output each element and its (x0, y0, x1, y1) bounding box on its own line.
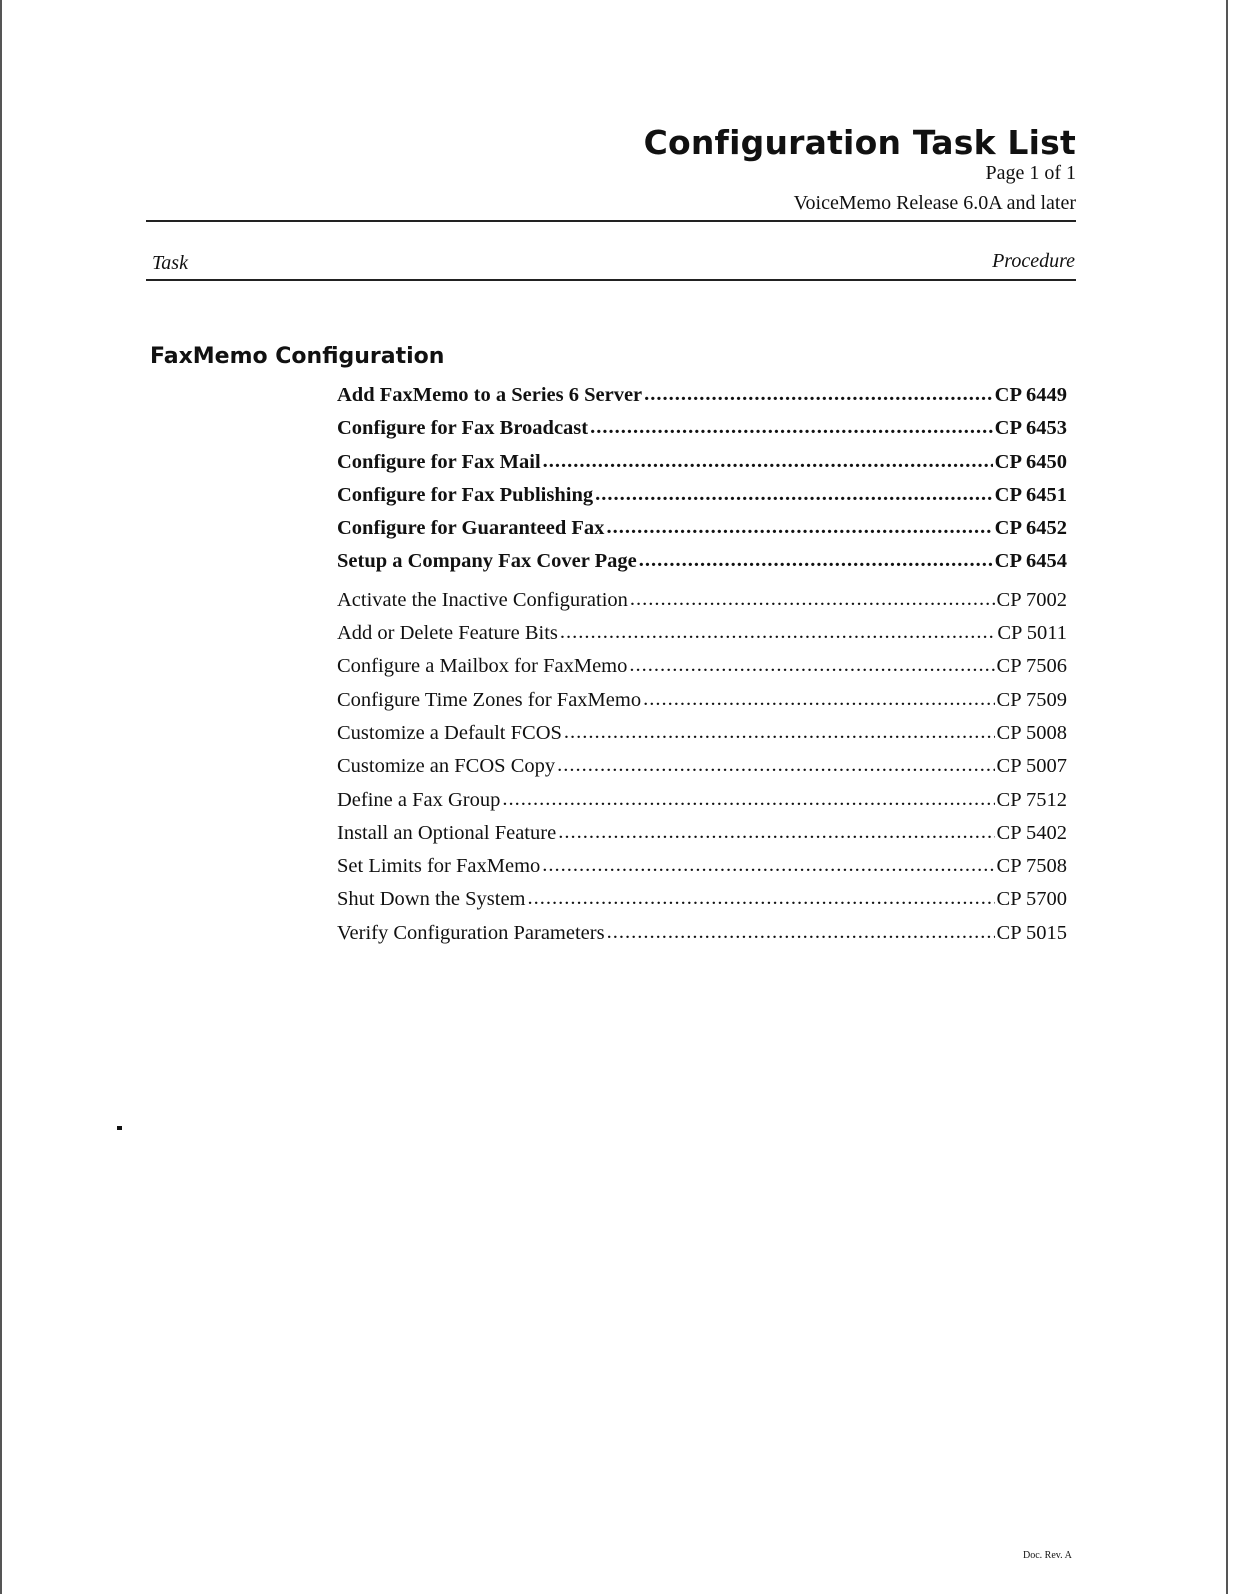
header-rule-bottom (146, 279, 1076, 281)
task-row (337, 656, 1067, 689)
task-list (337, 385, 1067, 956)
task-row (337, 923, 1067, 956)
task-row (337, 723, 1067, 756)
task-name: Configure a Mailbox for FaxMemo (337, 655, 628, 678)
dot-leader (643, 689, 994, 710)
task-name: Customize a Default FCOS (337, 721, 562, 744)
dot-leader (560, 622, 995, 643)
task-row (337, 856, 1067, 889)
task-name: Configure for Fax Broadcast (337, 417, 589, 440)
document-title: Configuration Task List (643, 123, 1076, 162)
document-revision: Doc. Rev. A (1023, 1550, 1072, 1561)
task-name: Configure for Fax Publishing (337, 483, 594, 506)
dot-leader (644, 384, 993, 405)
task-row (337, 518, 1067, 551)
dot-leader (542, 855, 994, 876)
task-name: Verify Configuration Parameters (337, 921, 605, 944)
task-name: Activate the Inactive Configuration (337, 588, 628, 611)
task-name: Define a Fax Group (337, 788, 501, 811)
page-number: Page 1 of 1 (985, 162, 1076, 184)
task-procedure: CP 6454 (994, 550, 1067, 573)
dot-leader (595, 484, 993, 505)
task-procedure: CP 6453 (994, 417, 1067, 440)
task-procedure: CP 6452 (994, 517, 1067, 540)
task-procedure: CP 7509 (996, 688, 1067, 711)
task-procedure: CP 6450 (994, 450, 1067, 473)
task-row (337, 823, 1067, 856)
task-row (337, 889, 1067, 922)
dot-leader (590, 417, 993, 438)
task-name: Shut Down the System (337, 888, 526, 911)
task-name: Setup a Company Fax Cover Page (337, 550, 637, 573)
task-name: Customize an FCOS Copy (337, 755, 556, 778)
release-note: VoiceMemo Release 6.0A and later (793, 192, 1076, 214)
task-row (337, 623, 1067, 656)
task-row (337, 485, 1067, 518)
page-border-right (1226, 0, 1228, 1594)
task-procedure: CP 5700 (996, 888, 1067, 911)
stray-mark (117, 1126, 122, 1130)
task-procedure: CP 5007 (996, 755, 1067, 778)
task-procedure: CP 5011 (997, 622, 1067, 645)
task-procedure: CP 5402 (996, 821, 1067, 844)
dot-leader (629, 655, 994, 676)
task-procedure: CP 6451 (994, 483, 1067, 506)
dot-leader (606, 517, 992, 538)
dot-leader (557, 755, 994, 776)
task-row (337, 756, 1067, 789)
task-name: Add FaxMemo to a Series 6 Server (337, 384, 643, 406)
dot-leader (639, 550, 993, 571)
task-name: Add or Delete Feature Bits (337, 622, 558, 645)
header-rule-top (146, 220, 1076, 222)
task-row (337, 452, 1067, 485)
dot-leader (543, 451, 993, 472)
dot-leader (558, 822, 994, 843)
task-name: Set Limits for FaxMemo (337, 855, 541, 878)
task-name: Install an Optional Feature (337, 821, 557, 844)
task-procedure: CP 5008 (996, 721, 1067, 744)
dot-leader (630, 589, 995, 610)
dot-leader (607, 922, 995, 943)
page-border-left (0, 0, 2, 1594)
task-name: Configure Time Zones for FaxMemo (337, 688, 642, 711)
task-name: Configure for Guaranteed Fax (337, 517, 605, 540)
column-header-task: Task (152, 252, 188, 274)
task-row (337, 418, 1067, 451)
dot-leader (502, 789, 994, 810)
dot-leader (564, 722, 995, 743)
task-row (337, 551, 1067, 584)
task-procedure: CP 7506 (996, 655, 1067, 678)
task-procedure: CP 7002 (996, 588, 1067, 611)
task-row (337, 690, 1067, 723)
section-heading: FaxMemo Configuration (150, 344, 445, 369)
task-name: Configure for Fax Mail (337, 450, 541, 473)
task-procedure: CP 7508 (996, 855, 1067, 878)
column-header-procedure: Procedure (992, 250, 1075, 272)
task-row (337, 385, 1067, 418)
dot-leader (528, 888, 995, 909)
task-row (337, 590, 1067, 623)
task-procedure: CP 5015 (996, 921, 1067, 944)
task-procedure: CP 7512 (996, 788, 1067, 811)
task-procedure: CP 6449 (994, 384, 1067, 406)
task-row (337, 790, 1067, 823)
